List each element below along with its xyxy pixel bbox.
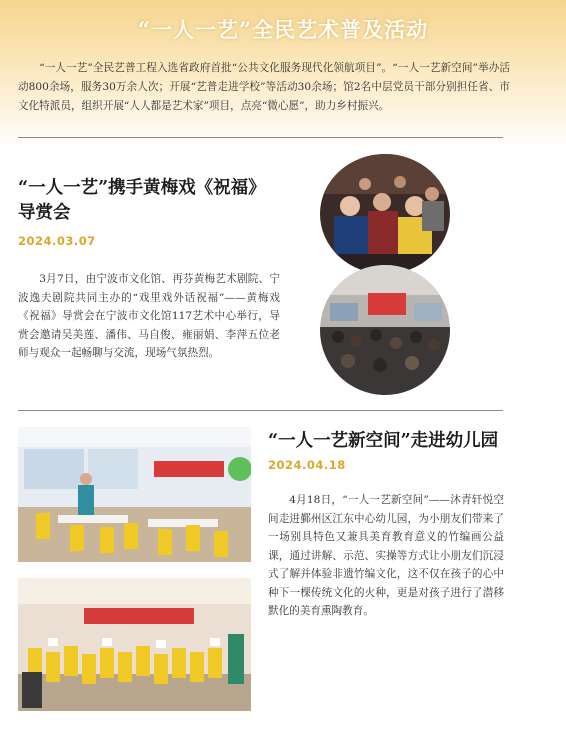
kindergarten-class-photo (18, 427, 251, 562)
page-title: “一人一艺”全民艺术普及活动 (137, 17, 429, 42)
kindergarten-group-photo (18, 578, 251, 711)
divider-top (18, 137, 503, 138)
article2-body: 4月18日，“一人一艺新空间”——沐青轩悦空间走进鄞州区江东中心幼儿园，为小朋友们带来了一场别具特色又兼具美育教育意义的竹编画公益课，通过讲解、示范、实操等方式让小朋友们沉浸式了解并体验非遗竹编文化，这不仅在孩子的心中种下一棵传统文化的火种，更是对孩子进行了潜移默化的美育熏陶教育。 (268, 494, 504, 617)
audience-photo-2 (320, 265, 450, 395)
article1-body: 3月7日，由宁波市文化馆、再芬黄梅艺术剧院、宁波逸夫剧院共同主办的“戏里戏外话祝福”——黄梅戏《祝福》导赏会在宁波市文化馆117艺术中心举行，导赏会邀请吴美莲、潘伟、马自俊、雍丽娟、李萍五位老师与观众一起畅聊与交流，现场气氛热烈。 (18, 273, 280, 359)
article1-date: 2024.03.07 (18, 234, 96, 248)
article2-title: “一人一艺新空间”走进幼儿园 (268, 431, 499, 451)
article2-date: 2024.04.18 (268, 458, 346, 472)
article1-title: “一人一艺”携手黄梅戏《祝福》导赏会 (18, 178, 266, 223)
intro-paragraph: “一人一艺”全民艺普工程入选省政府首批“公共文化服务现代化领航项目”。“一人一艺新空间”举办活动800余场，服务30万余人次；开展“艺普走进学校”等活动30余场；馆2名中层党员干部分别担任省、市文化特派员，组织开展“人人都是艺术家”项目，点亮“微心愿”，助力乡村振兴。 (18, 62, 510, 112)
audience-photo-1 (320, 154, 450, 274)
divider-middle (18, 410, 503, 411)
